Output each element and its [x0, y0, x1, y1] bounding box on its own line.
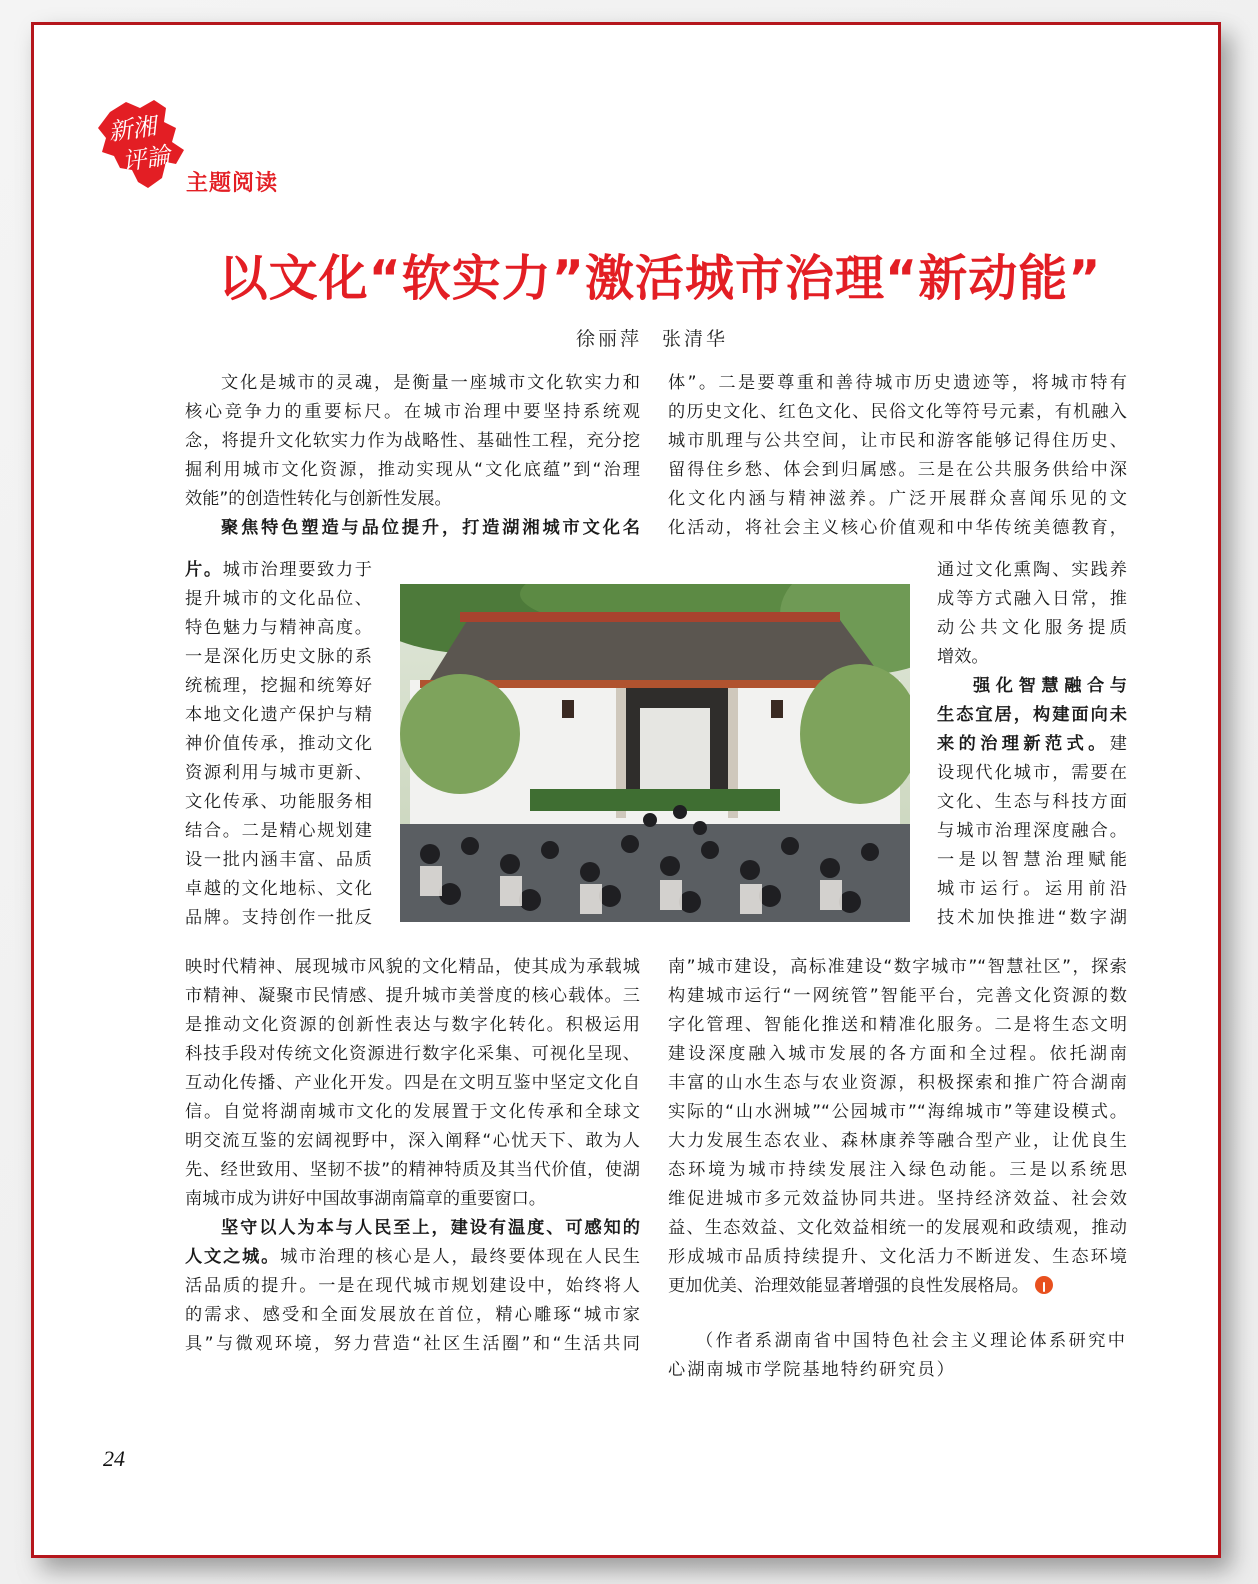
text-line: 强化智慧融合与	[973, 676, 1127, 696]
text-line: 一是深化历史文脉的系	[185, 647, 372, 667]
text-line: 具”与微观环境，努力营造“社区生活圈”和“生活共同	[185, 1334, 640, 1354]
text-line: 字化管理、智能化推送和精准化服务。二是将生态文明	[668, 1015, 1127, 1035]
text-line: 文化是城市的灵魂，是衡量一座城市文化软实力和	[221, 373, 640, 393]
text-line: 文化传承、功能服务相	[185, 792, 372, 812]
right-column-bottom	[668, 953, 1127, 1301]
text-line: 本地文化遗产保护与精	[185, 705, 372, 725]
text-line: 念，将提升文化软实力作为战略性、基础性工程，充分挖	[185, 431, 640, 451]
text-line: 动公共文化服务提质	[937, 618, 1127, 638]
author-footnote	[668, 1327, 1127, 1385]
text-line: 增效。	[937, 647, 989, 667]
text-line: 掘利用城市文化资源，推动实现从“文化底蕴”到“治理	[185, 460, 640, 480]
text-line: 文化、生态与科技方面	[937, 792, 1127, 812]
left-column-bottom	[185, 953, 640, 1359]
text-line: 效能”的创造性转化与创新性发展。	[185, 489, 452, 509]
text-line: 成等方式融入日常，推	[937, 589, 1127, 609]
text-line: 通过文化熏陶、实践养	[937, 560, 1127, 580]
left-column-top	[185, 369, 640, 543]
footnote-line: （作者系湖南省中国特色社会主义理论体系研究中	[696, 1331, 1127, 1351]
text-line: 维促进城市多元效益协同共进。坚持经济效益、社会效	[668, 1189, 1127, 1209]
text-line: 映时代精神、展现城市风貌的文化精品，使其成为承载城	[185, 957, 640, 977]
text-line: 一是以智慧治理赋能	[937, 850, 1127, 870]
text-line: 结合。二是精心规划建	[185, 821, 372, 841]
text-line: 先、经世致用、坚韧不拔”的精神特质及其当代价值，使湖	[185, 1160, 640, 1180]
text-line: 化文化内涵与精神滋养。广泛开展群众喜闻乐见的文	[668, 489, 1127, 509]
text-line: 留得住乡愁、体会到归属感。三是在公共服务供给中深	[668, 460, 1127, 480]
text-line: 构建城市运行“一网统管”智能平台，完善文化资源的数	[668, 986, 1127, 1006]
text-line: 坚守以人为本与人民至上，建设有温度、可感知的	[221, 1218, 640, 1238]
text-line: 片。城市治理要致力于	[185, 560, 372, 580]
text-line: 态环境为城市持续发展注入绿色动能。三是以系统思	[668, 1160, 1127, 1180]
text-line: 丰富的山水生态与农业资源，积极探索和推广符合湖南	[668, 1073, 1127, 1093]
text-line: 技术加快推进“数字湖	[937, 908, 1127, 928]
authors	[576, 324, 728, 351]
text-line: 体”。二是要尊重和善待城市历史遗迹等，将城市特有	[668, 373, 1127, 393]
text-line: 的需求、感受和全面发展放在首位，精心雕琢“城市家	[185, 1305, 640, 1325]
text-line: 建设深度融入城市发展的各方面和全过程。依托湖南	[668, 1044, 1127, 1064]
text-line: 品牌。支持创作一批反	[185, 908, 372, 928]
text-line: 化活动，将社会主义核心价值观和中华传统美德教育，	[668, 518, 1127, 538]
text-line: 人文之城。城市治理的核心是人，最终要体现在人民生	[185, 1247, 640, 1267]
svg-text:新湘: 新湘	[106, 111, 158, 147]
text-line: 科技手段对传统文化资源进行数字化采集、可视化呈现、	[185, 1044, 640, 1064]
text-line: 卓越的文化地标、文化	[185, 879, 372, 899]
text-line: 与城市治理深度融合。	[937, 821, 1127, 841]
text-line: 更加优美、治理效能显著增强的良性发展格局。	[668, 1272, 1127, 1301]
text-line: 资源利用与城市更新、	[185, 763, 372, 783]
author-name: 张清华	[662, 328, 729, 350]
section-label: 主题阅读	[186, 171, 279, 196]
left-column-narrow	[185, 556, 372, 933]
right-column-top	[668, 369, 1127, 543]
footnote-line: 心湖南城市学院基地特约研究员）	[668, 1360, 956, 1380]
text-line: 活品质的提升。一是在现代城市规划建设中，始终将人	[185, 1276, 640, 1296]
text-line: 城市运行。运用前沿	[937, 879, 1127, 899]
right-column-narrow	[937, 556, 1127, 933]
article-title: 以文化“软实力”激活城市治理“新动能”	[218, 250, 1102, 307]
text-line: 来的治理新范式。建	[937, 734, 1127, 754]
svg-text:评論: 评論	[120, 141, 172, 176]
text-line: 益、生态效益、文化效益相统一的发展观和政绩观，推动	[668, 1218, 1127, 1238]
text-line: 南城市成为讲好中国故事湖南篇章的重要窗口。	[185, 1189, 546, 1209]
text-line: 生态宜居，构建面向未	[937, 705, 1127, 725]
text-line: 的历史文化、红色文化、民俗文化等符号元素，有机融入	[668, 402, 1127, 422]
text-line: 市精神、凝聚市民情感、提升城市美誉度的核心载体。三	[185, 986, 640, 1006]
text-line: 实际的“山水洲城”“公园城市”“海绵城市”等建设模式。	[668, 1102, 1127, 1122]
text-line: 明交流互鉴的宏阔视野中，深入阐释“心忧天下、敢为人	[185, 1131, 640, 1151]
text-line: 信。自觉将湖南城市文化的发展置于文化传承和全球文	[185, 1102, 640, 1122]
xinxiang-pinglun-logo-icon	[96, 98, 196, 190]
text-line: 南”城市建设，高标准建设“数字城市”“智慧社区”，探索	[668, 957, 1127, 977]
text-line: 特色魅力与精神高度。	[185, 618, 372, 638]
article-photo	[400, 584, 910, 922]
text-line: 聚焦特色塑造与品位提升，打造湖湘城市文化名	[221, 518, 640, 538]
author-name: 徐丽萍	[576, 328, 643, 350]
page-number: 24	[103, 1446, 125, 1471]
text-line: 大力发展生态农业、森林康养等融合型产业，让优良生	[668, 1131, 1127, 1151]
text-line: 核心竞争力的重要标尺。在城市治理中要坚持系统观	[185, 402, 640, 422]
text-line: 是推动文化资源的创新性表达与数字化转化。积极运用	[185, 1015, 640, 1035]
text-line: 城市肌理与公共空间，让市民和游客能够记得住历史、	[668, 431, 1127, 451]
text-line: 神价值传承，推动文化	[185, 734, 372, 754]
text-line: 形成城市品质持续提升、文化活力不断迸发、生态环境	[668, 1247, 1127, 1267]
article-end-icon	[1035, 1276, 1053, 1294]
text-line: 提升城市的文化品位、	[185, 589, 372, 609]
text-line: 互动化传播、产业化开发。四是在文明互鉴中坚定文化自	[185, 1073, 640, 1093]
text-line: 设现代化城市，需要在	[937, 763, 1127, 783]
text-line: 统梳理，挖掘和统筹好	[185, 676, 372, 696]
text-line: 设一批内涵丰富、品质	[185, 850, 372, 870]
